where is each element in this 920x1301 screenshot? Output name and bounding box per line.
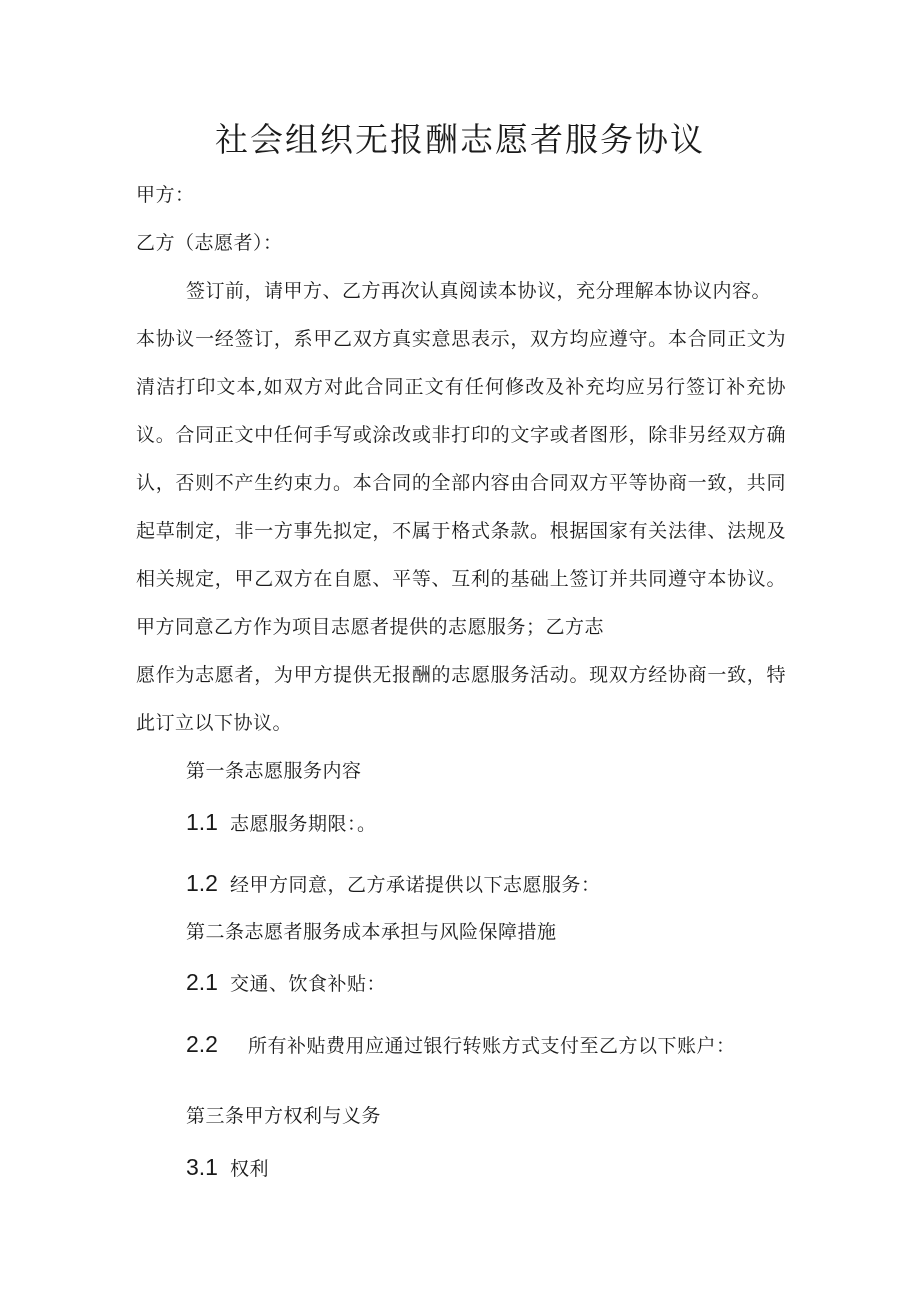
clause-1-1 (186, 808, 377, 838)
clause-2-1 (186, 968, 386, 998)
intro-paragraph-line: 相关规定，甲乙双方在自愿、平等、互利的基础上签订并共同遵守本协议。 (136, 568, 786, 590)
intro-paragraph-line: 认，否则不产生约束力。本合同的全部内容由合同双方平等协商一致，共同 (136, 472, 786, 494)
clause-text: 经甲方同意，乙方承诺提供以下志愿服务： (229, 874, 601, 896)
intro-paragraph-line: 此订立以下协议。 (136, 712, 293, 734)
party-a-label: 甲方： (136, 184, 195, 206)
clause-text: 志愿服务期限：。 (229, 813, 377, 835)
intro-paragraph-line: 起草制定，非一方事先拟定，不属于格式条款。根据国家有关法律、法规及 (136, 520, 786, 542)
clause-number: 1.2 (186, 870, 218, 896)
intro-paragraph-line: 清洁打印文本,如双方对此合同正文有任何修改及补充均应另行签订补充协 (136, 376, 786, 398)
clause-number: 2.1 (186, 969, 218, 995)
intro-paragraph-line: 愿作为志愿者，为甲方提供无报酬的志愿服务活动。现双方经协商一致，特 (136, 664, 786, 686)
clause-text: 权利 (229, 1158, 269, 1180)
intro-paragraph-line: 议。合同正文中任何手写或涂改或非打印的文字或者图形，除非另经双方确 (136, 424, 786, 446)
clause-number: 1.1 (186, 809, 218, 835)
article-1-heading: 第一条志愿服务内容 (186, 760, 362, 782)
clause-number: 3.1 (186, 1154, 218, 1180)
clause-text: 所有补贴费用应通过银行转账方式支付至乙方以下账户： (247, 1035, 736, 1057)
clause-2-2 (186, 1030, 736, 1060)
document-title: 社会组织无报酬志愿者服务协议 (215, 120, 705, 159)
article-2-heading: 第二条志愿者服务成本承担与风险保障措施 (186, 921, 557, 943)
clause-number: 2.2 (186, 1031, 218, 1057)
clause-text: 交通、饮食补贴： (229, 973, 386, 995)
clause-3-1 (186, 1153, 269, 1183)
clause-1-2 (186, 869, 601, 899)
intro-paragraph-line: 本协议一经签订，系甲乙双方真实意思表示，双方均应遵守。本合同正文为 (136, 328, 786, 350)
intro-paragraph-line: 甲方同意乙方作为项目志愿者提供的志愿服务；乙方志 (136, 616, 605, 638)
article-3-heading: 第三条甲方权利与义务 (186, 1105, 382, 1127)
party-b-label: 乙方（志愿者）： (136, 232, 283, 254)
intro-paragraph-line: 签订前，请甲方、乙方再次认真阅读本协议，充分理解本协议内容。 (186, 280, 772, 302)
